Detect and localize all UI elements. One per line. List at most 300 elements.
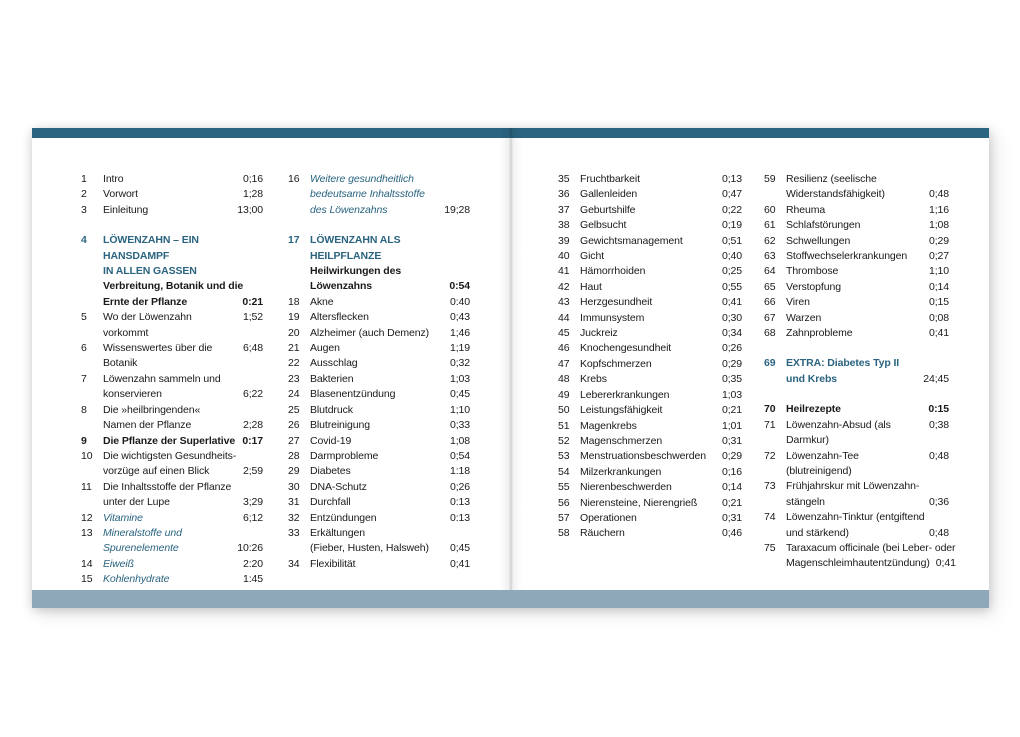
track-entry: [288, 418, 470, 433]
track-entry: [81, 203, 263, 218]
track-duration: 0;27: [928, 250, 949, 263]
track-entry: [764, 172, 949, 203]
track-number: 44: [558, 311, 570, 324]
track-title: Wissenswertes über die Botanik: [103, 342, 213, 370]
track-title: Gelbsucht: [580, 219, 627, 232]
track-number: 49: [558, 388, 570, 401]
chapter-heading: [81, 233, 263, 279]
track-duration: 0;41: [935, 557, 956, 570]
track-duration: 0;15: [928, 296, 949, 309]
track-entry: [81, 557, 263, 572]
track-entry: [288, 341, 470, 356]
track-number: 6: [81, 342, 87, 355]
track-title: konservieren: [103, 388, 162, 401]
track-title: Wo der Löwenzahn vorkommt: [103, 311, 192, 339]
track-number: 74: [764, 511, 776, 524]
track-title: Blasenentzündung: [310, 388, 396, 401]
track-number: 61: [764, 219, 776, 232]
track-title: Erkältungen: [310, 526, 365, 539]
track-title: Löwenzahn-Absud (als Darmkur): [786, 418, 891, 447]
chapter-heading: [288, 233, 470, 264]
track-duration: 2:20: [242, 557, 263, 570]
track-duration: 0;33: [449, 419, 470, 432]
track-title: Namen der Pflanze: [103, 419, 192, 432]
track-entry: [764, 418, 949, 449]
track-duration: 1;28: [242, 188, 263, 201]
track-title: Kohlenhydrate: [103, 573, 170, 586]
track-entry: [81, 480, 263, 511]
track-entry: [558, 187, 742, 202]
track-number: 21: [288, 342, 300, 355]
track-title: (Fieber, Husten, Halsweh): [310, 542, 429, 555]
track-number: 33: [288, 526, 300, 539]
track-duration: 0;48: [928, 449, 949, 462]
track-duration: 0;48: [928, 188, 949, 201]
track-entry: [558, 280, 742, 295]
track-number: 25: [288, 403, 300, 416]
track-duration: 0;45: [449, 542, 470, 555]
track-number: 9: [81, 434, 87, 447]
track-title: Löwenzahn sammeln und: [103, 372, 221, 385]
track-duration: 0;34: [721, 327, 742, 340]
track-number: 34: [288, 557, 300, 570]
track-title: Räuchern: [580, 527, 625, 540]
track-entry: [81, 526, 263, 557]
track-duration: 0;14: [928, 280, 949, 293]
track-entry: [558, 234, 742, 249]
track-entry: [558, 311, 742, 326]
track-entry: [288, 356, 470, 371]
section-spacer: [288, 218, 470, 233]
track-number: 53: [558, 450, 570, 463]
track-entry: [764, 541, 956, 572]
tracklist-column-2: [288, 172, 470, 572]
track-duration: 0:54: [449, 280, 470, 293]
track-duration: 0;48: [928, 526, 949, 539]
track-number: 8: [81, 403, 87, 416]
track-number: 27: [288, 434, 300, 447]
track-title: Fruchtbarkeit: [580, 173, 640, 185]
track-number: 75: [764, 541, 776, 554]
track-duration: 0;22: [721, 203, 742, 216]
track-duration: 0;30: [721, 311, 742, 324]
track-entry: [764, 402, 949, 417]
track-number: 58: [558, 527, 570, 540]
track-duration: 0;38: [928, 418, 949, 431]
track-title: Blutreinigung: [310, 419, 370, 432]
track-title: Gewichtsmanagement: [580, 234, 683, 247]
track-title: unter der Lupe: [103, 496, 170, 509]
track-number: 4: [81, 234, 87, 247]
track-entry: [558, 449, 742, 464]
track-number: 32: [288, 511, 300, 524]
track-number: 48: [558, 373, 570, 386]
track-title: EXTRA: Diabetes Typ II: [786, 357, 900, 370]
track-entry: [81, 187, 263, 202]
track-entry: [558, 341, 742, 356]
section-spacer: [764, 341, 949, 356]
track-duration: 1;08: [928, 219, 949, 232]
track-entry: [288, 557, 470, 572]
track-entry: [288, 310, 470, 325]
track-entry: [558, 388, 742, 403]
track-entry: [558, 526, 742, 541]
track-duration: 0;16: [721, 465, 742, 478]
track-title: IN ALLEN GASSEN: [103, 265, 197, 278]
track-number: 56: [558, 496, 570, 509]
track-entry: [558, 172, 742, 187]
tracklist-column-4: [764, 172, 956, 572]
track-title: Lebererkrankungen: [580, 388, 670, 401]
track-duration: 1;16: [928, 203, 949, 216]
track-entry: [288, 480, 470, 495]
track-duration: 0;29: [928, 234, 949, 247]
section-spacer: [764, 387, 949, 402]
track-duration: 13;00: [237, 203, 263, 216]
chapter-heading: [764, 356, 949, 387]
track-title: Magenkrebs: [580, 419, 637, 432]
track-title: Warzen: [786, 311, 822, 324]
track-title: Leistungsfähigkeit: [580, 404, 663, 417]
track-title: Hämorrhoiden: [580, 265, 646, 278]
track-entry: [558, 203, 742, 218]
track-number: 64: [764, 265, 776, 278]
track-title: Viren: [786, 296, 810, 309]
track-number: 55: [558, 481, 570, 494]
track-number: 35: [558, 173, 570, 185]
track-number: 22: [288, 357, 300, 370]
track-title: Die wichtigsten Gesundheits-: [103, 449, 237, 462]
track-number: 18: [288, 295, 300, 308]
track-duration: 2;59: [242, 465, 263, 478]
track-title: Altersflecken: [310, 311, 369, 324]
track-duration: 1:18: [449, 465, 470, 478]
track-number: 16: [288, 173, 300, 185]
track-number: 41: [558, 265, 570, 278]
track-duration: 0:40: [449, 295, 470, 308]
track-duration: 0;41: [449, 557, 470, 570]
track-entry: [288, 526, 470, 557]
track-entry: [764, 295, 949, 310]
track-title: Verstopfung: [786, 280, 841, 293]
track-title: Akne: [310, 295, 334, 308]
track-entry: [764, 326, 949, 341]
track-entry: [288, 295, 470, 310]
track-title: Kopfschmerzen: [580, 357, 652, 370]
track-duration: 0;51: [721, 234, 742, 247]
track-title: Ernte der Pflanze: [103, 295, 188, 308]
track-entry: [558, 218, 742, 233]
track-title: Stoffwechselerkrankungen: [786, 250, 908, 263]
track-title: Entzündungen: [310, 511, 377, 524]
track-duration: 6;48: [242, 342, 263, 355]
track-title: Heilwirkungen des: [310, 265, 402, 278]
track-number: 17: [288, 234, 300, 247]
track-duration: 0;26: [449, 480, 470, 493]
track-number: 14: [81, 557, 93, 570]
track-title: Diabetes: [310, 465, 351, 478]
track-duration: 0:17: [242, 434, 263, 447]
track-title: Vorwort: [103, 188, 138, 201]
track-title: Covid-19: [310, 434, 352, 447]
track-title: LÖWENZAHN – EIN HANSDAMPF: [103, 234, 199, 262]
track-number: 37: [558, 203, 570, 216]
track-number: 72: [764, 449, 776, 462]
track-entry: [558, 419, 742, 434]
track-title: Verbreitung, Botanik und die: [103, 280, 244, 293]
track-title: bedeutsame Inhaltsstoffe: [310, 188, 425, 201]
track-entry: [288, 495, 470, 510]
track-number: 59: [764, 173, 776, 185]
track-duration: 0;19: [721, 219, 742, 232]
track-title: Intro: [103, 173, 124, 185]
track-entry: [764, 479, 949, 510]
track-title: Gallenleiden: [580, 188, 638, 201]
track-duration: 1;19: [449, 342, 470, 355]
track-entry: [764, 449, 949, 480]
track-number: 57: [558, 511, 570, 524]
track-title: Operationen: [580, 511, 637, 524]
track-duration: 6;22: [242, 388, 263, 401]
track-number: 52: [558, 434, 570, 447]
track-title: Heilrezepte: [786, 403, 841, 416]
track-number: 38: [558, 219, 570, 232]
track-entry: [558, 372, 742, 387]
track-entry: [764, 280, 949, 295]
track-title: Widerstandsfähigkeit): [786, 188, 885, 201]
track-title: Schwellungen: [786, 234, 851, 247]
track-title: Knochengesundheit: [580, 342, 672, 355]
track-entry: [288, 403, 470, 418]
track-number: 69: [764, 357, 776, 370]
track-entry: [288, 172, 470, 218]
track-duration: 0;29: [721, 357, 742, 370]
track-number: 50: [558, 404, 570, 417]
track-title: Milzerkrankungen: [580, 465, 662, 478]
track-number: 65: [764, 280, 776, 293]
track-title: und stärkend): [786, 526, 849, 539]
track-title: Immunsystem: [580, 311, 645, 324]
track-title: Haut: [580, 280, 602, 293]
track-entry: [288, 372, 470, 387]
track-duration: 0;16: [242, 173, 263, 185]
track-number: 12: [81, 511, 93, 524]
track-title: des Löwenzahns: [310, 203, 388, 216]
track-entry: [81, 572, 263, 587]
track-duration: 1;52: [242, 311, 263, 324]
track-title: Krebs: [580, 373, 607, 386]
track-entry: [764, 264, 949, 279]
track-duration: 0;13: [721, 173, 742, 185]
track-duration: 1;10: [449, 403, 470, 416]
booklet-spine-fold: [500, 128, 522, 608]
track-title: Löwenzahn-Tee (blutreinigend): [786, 449, 859, 477]
track-number: 36: [558, 188, 570, 201]
track-duration: 0;21: [721, 404, 742, 417]
track-duration: 0;46: [721, 527, 742, 540]
track-number: 67: [764, 311, 776, 324]
track-number: 40: [558, 250, 570, 263]
track-title: Herzgesundheit: [580, 296, 653, 309]
track-duration: 0;55: [721, 280, 742, 293]
track-number: 42: [558, 280, 570, 293]
track-entry: [81, 449, 263, 480]
track-entry: [288, 511, 470, 526]
track-entry: [558, 295, 742, 310]
track-entry: [558, 326, 742, 341]
track-number: 47: [558, 357, 570, 370]
track-number: 15: [81, 573, 93, 586]
track-title: Eiweiß: [103, 557, 134, 570]
track-entry: [558, 496, 742, 511]
track-duration: 0;26: [721, 342, 742, 355]
track-number: 7: [81, 372, 87, 385]
track-title: Einleitung: [103, 203, 149, 216]
track-number: 70: [764, 403, 776, 416]
track-entry: [558, 465, 742, 480]
track-entry: [81, 511, 263, 526]
track-duration: 0;43: [449, 311, 470, 324]
track-number: 30: [288, 480, 300, 493]
track-number: 3: [81, 203, 87, 216]
track-duration: 19;28: [444, 203, 470, 216]
track-entry: [764, 311, 949, 326]
track-duration: 0:13: [449, 496, 470, 509]
track-duration: 0;21: [721, 496, 742, 509]
bottom-color-band: [32, 590, 989, 608]
track-title: Frühjahrskur mit Löwenzahn-: [786, 480, 920, 493]
track-duration: 2;28: [242, 419, 263, 432]
track-entry: [81, 403, 263, 434]
track-number: 13: [81, 526, 93, 539]
track-entry: [764, 218, 949, 233]
track-title: Zahnprobleme: [786, 327, 853, 340]
track-entry: [558, 249, 742, 264]
track-title: vorzüge auf einen Blick: [103, 465, 210, 478]
track-title: Gicht: [580, 250, 605, 263]
track-duration: 1;03: [449, 372, 470, 385]
track-duration: 0;08: [928, 311, 949, 324]
track-number: 54: [558, 465, 570, 478]
track-title: Menstruationsbeschwerden: [580, 450, 707, 463]
track-duration: 0;41: [928, 327, 949, 340]
track-entry: [288, 264, 470, 295]
track-duration: 0;35: [721, 373, 742, 386]
track-entry: [558, 434, 742, 449]
track-title: Ausschlag: [310, 357, 358, 370]
track-number: 45: [558, 327, 570, 340]
track-title: Resilienz (seelische: [786, 173, 877, 185]
track-title: Schlafstörungen: [786, 219, 861, 232]
track-entry: [81, 172, 263, 187]
track-number: 28: [288, 449, 300, 462]
cd-booklet-tracklist: [32, 128, 989, 608]
track-duration: 0;47: [721, 188, 742, 201]
track-title: Magenschmerzen: [580, 434, 663, 447]
track-duration: 0;45: [449, 388, 470, 401]
track-number: 19: [288, 311, 300, 324]
track-duration: 1;03: [721, 388, 742, 401]
track-title: Blutdruck: [310, 403, 353, 416]
track-number: 23: [288, 372, 300, 385]
track-duration: 3;29: [242, 496, 263, 509]
track-title: Durchfall: [310, 496, 351, 509]
track-duration: 0;31: [721, 434, 742, 447]
track-title: Alzheimer (auch Demenz): [310, 326, 430, 339]
track-duration: 0:15: [928, 403, 949, 416]
track-title: Weitere gesundheitlich: [310, 173, 414, 185]
track-duration: 1:45: [242, 573, 263, 586]
track-entry: [288, 449, 470, 464]
track-duration: 1;10: [928, 265, 949, 278]
track-duration: 0;31: [721, 511, 742, 524]
track-title: Augen: [310, 342, 340, 355]
track-number: 66: [764, 296, 776, 309]
track-title: Flexibilität: [310, 557, 356, 570]
track-duration: 24;45: [923, 372, 949, 385]
track-entry: [764, 249, 949, 264]
track-title: Juckreiz: [580, 327, 618, 340]
track-entry: [81, 310, 263, 341]
track-number: 62: [764, 234, 776, 247]
track-number: 73: [764, 480, 776, 493]
track-title: Vitamine: [103, 511, 143, 524]
track-entry: [558, 357, 742, 372]
track-title: Bakterien: [310, 372, 354, 385]
track-duration: 0;32: [449, 357, 470, 370]
track-duration: 0;54: [449, 449, 470, 462]
track-title: Nierenbeschwerden: [580, 481, 672, 494]
track-number: 71: [764, 418, 776, 431]
track-number: 51: [558, 419, 570, 432]
track-title: Taraxacum officinale (bei Leber- oder: [786, 541, 956, 554]
track-number: 11: [81, 480, 92, 493]
track-title: Geburtshilfe: [580, 203, 636, 216]
track-entry: [81, 434, 263, 449]
track-entry: [288, 434, 470, 449]
track-title: Magenschleimhautentzündung): [786, 557, 930, 570]
track-title: Die »heilbringenden«: [103, 403, 201, 416]
track-duration: 0;40: [721, 250, 742, 263]
track-number: 29: [288, 465, 300, 478]
track-number: 60: [764, 203, 776, 216]
track-title: Die Pflanze der Superlative: [103, 434, 236, 447]
track-title: Mineralstoffe und: [103, 526, 182, 539]
track-entry: [288, 387, 470, 402]
track-number: 63: [764, 250, 776, 263]
section-spacer: [81, 218, 263, 233]
track-duration: 1;01: [721, 419, 742, 432]
track-duration: 0;29: [721, 450, 742, 463]
track-title: DNA-Schutz: [310, 480, 367, 493]
track-entry: [558, 480, 742, 495]
track-entry: [288, 464, 470, 479]
track-number: 39: [558, 234, 570, 247]
track-number: 10: [81, 449, 93, 462]
track-title: Löwenzahns: [310, 280, 373, 293]
track-title: stängeln: [786, 495, 825, 508]
track-duration: 0:13: [449, 511, 470, 524]
tracklist-column-3: [558, 172, 742, 542]
track-title: Die Inhaltsstoffe der Pflanze: [103, 480, 232, 493]
track-entry: [81, 279, 263, 310]
track-entry: [81, 372, 263, 403]
track-entry: [558, 403, 742, 418]
track-number: 26: [288, 419, 300, 432]
track-duration: 6;12: [242, 511, 263, 524]
track-title: Darmprobleme: [310, 449, 379, 462]
track-entry: [764, 203, 949, 218]
